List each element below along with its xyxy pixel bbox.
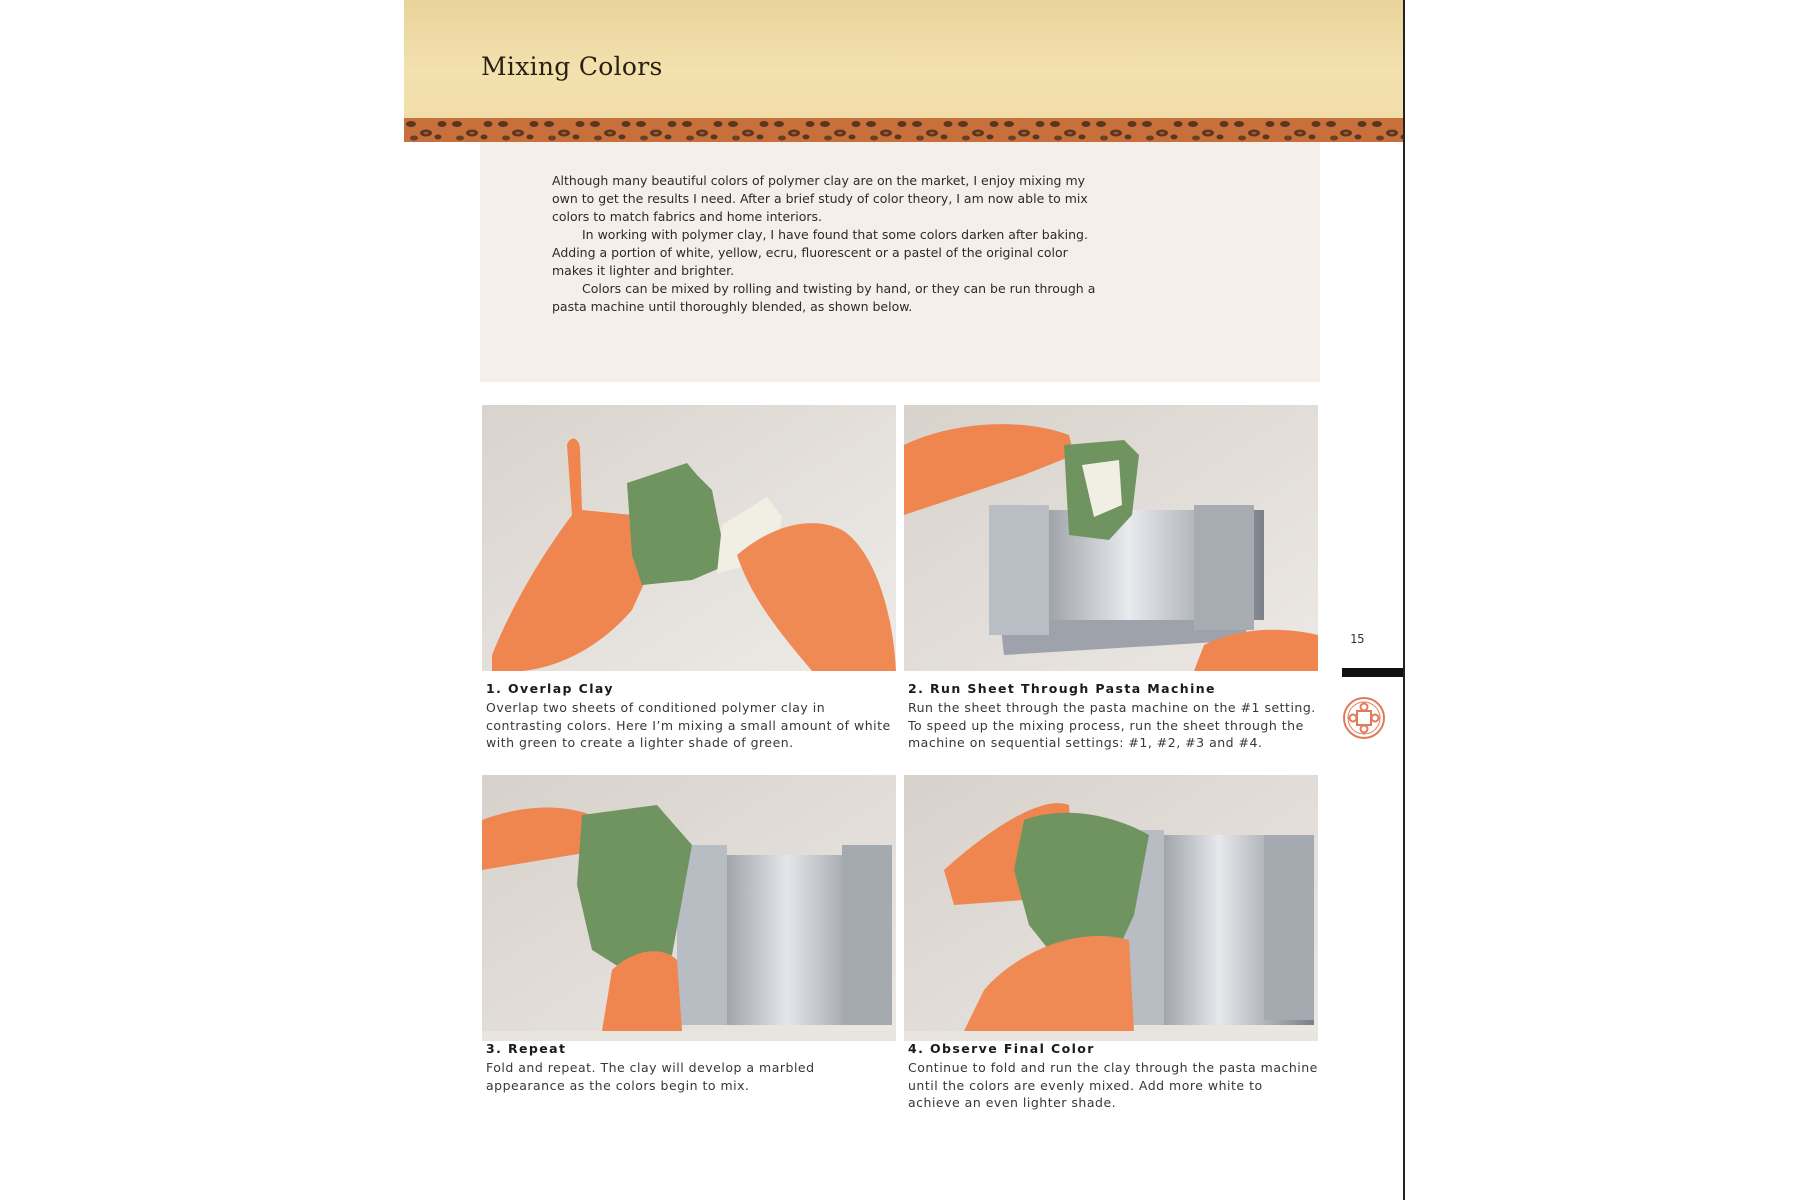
intro-text: [552, 172, 1112, 316]
intro-paragraph-1: Although many beautiful colors of polymer clay are on the market, I enjoy mixing my own to get the results I need. After a brief study of color theory, I am now able to mix colors to match fabrics and home interiors.: [552, 173, 1088, 224]
leopard-print-strip: [404, 118, 1404, 142]
caption-text: Fold and repeat. The clay will develop a marbled appearance as the colors begin to mix.: [486, 1060, 815, 1093]
page-edge-line: [1403, 0, 1405, 1200]
caption-step-2: [908, 681, 1318, 752]
header-band: [404, 0, 1404, 118]
caption-title: 1. Overlap Clay: [486, 681, 614, 696]
caption-title: 2. Run Sheet Through Pasta Machine: [908, 681, 1216, 696]
intro-paragraph-3: Colors can be mixed by rolling and twisting by hand, or they can be run through a pasta machine until thoroughly blended, as shown below.: [552, 281, 1096, 314]
caption-text: Overlap two sheets of conditioned polymer clay in contrasting colors. Here I’m mixing a small amount of white with green to create a lighter shade of green.: [486, 700, 891, 750]
intro-box: [480, 142, 1320, 382]
page-number: 15: [1350, 632, 1365, 646]
photo-repeat: [482, 775, 896, 1041]
caption-title: 4. Observe Final Color: [908, 1041, 1095, 1056]
photo-observe-final: [904, 775, 1318, 1041]
leopard-pattern: [404, 118, 1404, 142]
caption-step-4: [908, 1041, 1318, 1112]
caption-step-1: [486, 681, 896, 752]
book-page: [404, 0, 1404, 1200]
caption-text: Continue to fold and run the clay through the pasta machine until the colors are evenly mixed. Add more white to achieve an even lighter shade.: [908, 1060, 1318, 1110]
caption-text: Run the sheet through the pasta machine on the #1 setting. To speed up the mixing process, run the sheet through the machine on sequential settings: #1, #2, #3 and #4.: [908, 700, 1316, 750]
photo-run-through-machine: [904, 405, 1318, 671]
edge-tab-marker: [1342, 668, 1404, 677]
page-title: Mixing Colors: [481, 52, 663, 81]
caption-title: 3. Repeat: [486, 1041, 567, 1056]
celtic-knot-icon: [1342, 696, 1386, 744]
intro-paragraph-2: In working with polymer clay, I have found that some colors darken after baking. Adding a portion of white, yellow, ecru, fluorescent or a pastel of the original color makes it lighter and brighter.: [552, 227, 1088, 278]
photo-overlap-clay: [482, 405, 896, 671]
caption-step-3: [486, 1041, 896, 1094]
